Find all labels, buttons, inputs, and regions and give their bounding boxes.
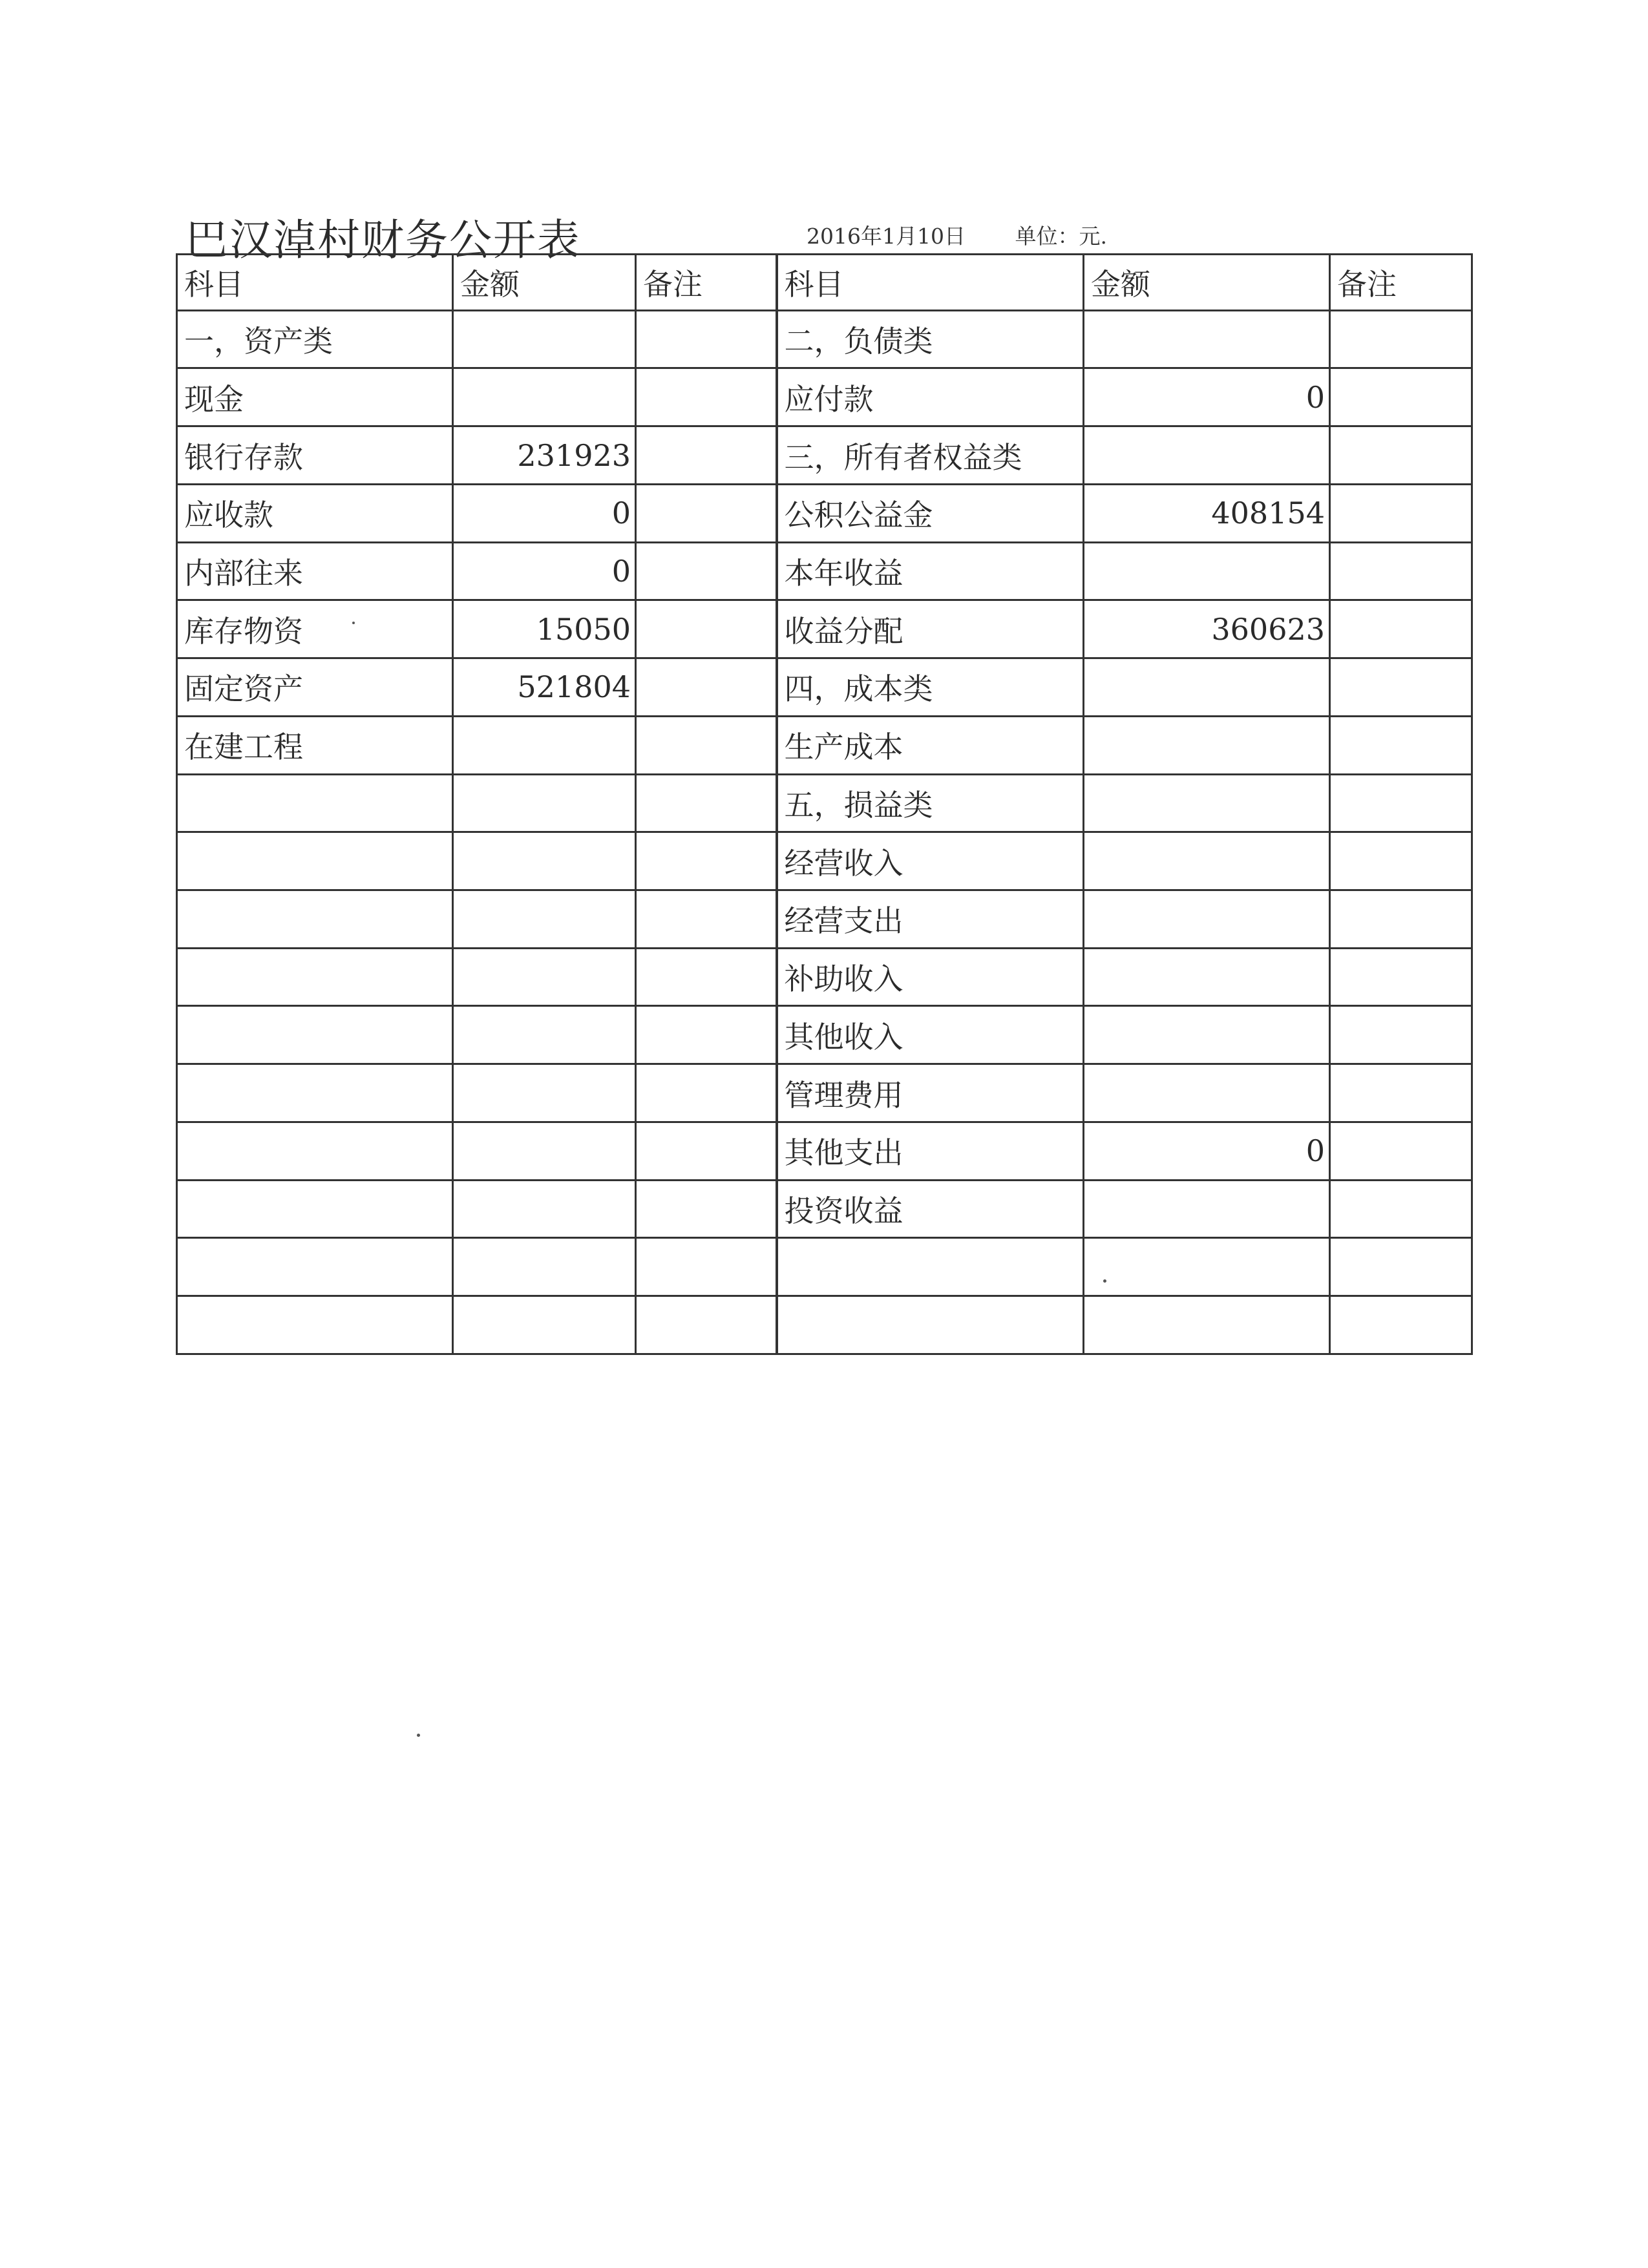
right-amount-cell xyxy=(1084,948,1330,1006)
table-row xyxy=(177,658,1472,717)
left-amount-cell xyxy=(453,716,636,774)
left-amount-cell xyxy=(453,1006,636,1064)
right-amount-cell: 0 xyxy=(1084,1122,1330,1180)
right-item-cell: 公积公益金 xyxy=(777,484,1084,542)
right-amount-cell xyxy=(1084,774,1330,832)
left-note-cell xyxy=(636,1180,777,1238)
header-right-amount: 金额 xyxy=(1084,255,1330,311)
table-row xyxy=(177,484,1472,542)
right-item-cell: 生产成本 xyxy=(777,716,1084,774)
right-amount-cell xyxy=(1084,542,1330,600)
right-note-cell xyxy=(1330,1296,1472,1354)
left-amount-cell xyxy=(453,1122,636,1180)
right-item-cell: 应付款 xyxy=(777,368,1084,426)
left-item-cell: 一，资产类 xyxy=(177,310,453,368)
left-item-cell: 库存物资 xyxy=(177,600,453,658)
right-note-cell xyxy=(1330,368,1472,426)
right-item-cell: 三，所有者权益类 xyxy=(777,426,1084,485)
right-note-cell xyxy=(1330,1006,1472,1064)
right-item-cell: 收益分配 xyxy=(777,600,1084,658)
right-item-cell: 其他收入 xyxy=(777,1006,1084,1064)
left-note-cell xyxy=(636,484,777,542)
header-left-item: 科目 xyxy=(177,255,453,311)
right-note-cell xyxy=(1330,774,1472,832)
right-item-cell: 四，成本类 xyxy=(777,658,1084,717)
left-note-cell xyxy=(636,774,777,832)
table-row xyxy=(177,832,1472,890)
left-note-cell xyxy=(636,658,777,717)
left-amount-cell: 521804 xyxy=(453,658,636,717)
right-amount-cell xyxy=(1084,1238,1330,1296)
right-item-cell: 投资收益 xyxy=(777,1180,1084,1238)
right-note-cell xyxy=(1330,310,1472,368)
left-amount-cell xyxy=(453,774,636,832)
left-item-cell: 现金 xyxy=(177,368,453,426)
right-item-cell: 二，负债类 xyxy=(777,310,1084,368)
scan-speck xyxy=(1103,1279,1106,1283)
right-note-cell xyxy=(1330,716,1472,774)
right-amount-cell xyxy=(1084,658,1330,717)
right-amount-cell xyxy=(1084,310,1330,368)
right-note-cell xyxy=(1330,832,1472,890)
left-item-cell: 在建工程 xyxy=(177,716,453,774)
report-meta xyxy=(807,220,1107,250)
left-item-cell xyxy=(177,774,453,832)
right-amount-cell xyxy=(1084,716,1330,774)
scan-speck xyxy=(352,622,355,624)
left-note-cell xyxy=(636,368,777,426)
right-item-cell xyxy=(777,1296,1084,1354)
right-note-cell xyxy=(1330,658,1472,717)
table-row xyxy=(177,948,1472,1006)
right-amount-cell xyxy=(1084,1180,1330,1238)
right-item-cell: 其他支出 xyxy=(777,1122,1084,1180)
right-note-cell xyxy=(1330,1122,1472,1180)
left-note-cell xyxy=(636,310,777,368)
table-row xyxy=(177,426,1472,485)
left-amount-cell xyxy=(453,1180,636,1238)
left-note-cell xyxy=(636,1064,777,1122)
report-date: 2016年1月10日 xyxy=(807,224,966,249)
left-note-cell xyxy=(636,426,777,485)
table-row xyxy=(177,600,1472,658)
left-note-cell xyxy=(636,600,777,658)
right-item-cell: 本年收益 xyxy=(777,542,1084,600)
left-item-cell xyxy=(177,1064,453,1122)
right-note-cell xyxy=(1330,1064,1472,1122)
right-amount-cell: 360623 xyxy=(1084,600,1330,658)
header-left-amount: 金额 xyxy=(453,255,636,311)
right-note-cell xyxy=(1330,600,1472,658)
left-amount-cell xyxy=(453,832,636,890)
right-amount-cell xyxy=(1084,1064,1330,1122)
right-note-cell xyxy=(1330,1180,1472,1238)
table-row xyxy=(177,1296,1472,1354)
right-note-cell xyxy=(1330,948,1472,1006)
left-note-cell xyxy=(636,542,777,600)
left-amount-cell xyxy=(453,890,636,949)
left-amount-cell xyxy=(453,1064,636,1122)
page-title: 巴汉淖村财务公开表 xyxy=(185,215,581,265)
table-row xyxy=(177,1180,1472,1238)
left-note-cell xyxy=(636,1122,777,1180)
left-note-cell xyxy=(636,1238,777,1296)
left-item-cell xyxy=(177,1180,453,1238)
left-item-cell: 应收款 xyxy=(177,484,453,542)
header-left-note: 备注 xyxy=(636,255,777,311)
left-item-cell xyxy=(177,1296,453,1354)
right-note-cell xyxy=(1330,890,1472,949)
right-amount-cell xyxy=(1084,890,1330,949)
table-row xyxy=(177,1006,1472,1064)
left-note-cell xyxy=(636,1296,777,1354)
right-item-cell: 经营收入 xyxy=(777,832,1084,890)
right-amount-cell xyxy=(1084,1006,1330,1064)
left-item-cell: 固定资产 xyxy=(177,658,453,717)
right-note-cell xyxy=(1330,542,1472,600)
right-item-cell: 补助收入 xyxy=(777,948,1084,1006)
table-row xyxy=(177,542,1472,600)
left-amount-cell xyxy=(453,310,636,368)
left-amount-cell: 15050 xyxy=(453,600,636,658)
header-right-note: 备注 xyxy=(1330,255,1472,311)
right-amount-cell xyxy=(1084,1296,1330,1354)
left-amount-cell: 0 xyxy=(453,484,636,542)
left-note-cell xyxy=(636,716,777,774)
table-header-row xyxy=(177,255,1472,311)
left-amount-cell xyxy=(453,1238,636,1296)
right-note-cell xyxy=(1330,426,1472,485)
left-amount-cell xyxy=(453,948,636,1006)
left-item-cell xyxy=(177,1006,453,1064)
table-row xyxy=(177,1122,1472,1180)
header-right-item: 科目 xyxy=(777,255,1084,311)
left-item-cell xyxy=(177,948,453,1006)
right-note-cell xyxy=(1330,484,1472,542)
table-row xyxy=(177,774,1472,832)
left-item-cell xyxy=(177,890,453,949)
table-row xyxy=(177,890,1472,949)
left-item-cell xyxy=(177,1238,453,1296)
left-item-cell xyxy=(177,1122,453,1180)
left-amount-cell xyxy=(453,1296,636,1354)
left-item-cell xyxy=(177,832,453,890)
table-row xyxy=(177,1064,1472,1122)
right-amount-cell: 0 xyxy=(1084,368,1330,426)
left-note-cell xyxy=(636,1006,777,1064)
left-item-cell: 内部往来 xyxy=(177,542,453,600)
right-item-cell: 经营支出 xyxy=(777,890,1084,949)
scan-speck xyxy=(417,1734,420,1737)
right-note-cell xyxy=(1330,1238,1472,1296)
right-item-cell: 管理费用 xyxy=(777,1064,1084,1122)
left-amount-cell: 0 xyxy=(453,542,636,600)
finance-table xyxy=(176,253,1473,1355)
table-row xyxy=(177,368,1472,426)
right-amount-cell xyxy=(1084,832,1330,890)
right-item-cell: 五，损益类 xyxy=(777,774,1084,832)
currency-unit: 单位：元. xyxy=(1015,224,1107,249)
left-item-cell: 银行存款 xyxy=(177,426,453,485)
left-amount-cell xyxy=(453,368,636,426)
table-row xyxy=(177,1238,1472,1296)
table-row xyxy=(177,716,1472,774)
table-row xyxy=(177,310,1472,368)
left-amount-cell: 231923 xyxy=(453,426,636,485)
right-amount-cell: 408154 xyxy=(1084,484,1330,542)
right-item-cell xyxy=(777,1238,1084,1296)
left-note-cell xyxy=(636,948,777,1006)
left-note-cell xyxy=(636,832,777,890)
right-amount-cell xyxy=(1084,426,1330,485)
left-note-cell xyxy=(636,890,777,949)
